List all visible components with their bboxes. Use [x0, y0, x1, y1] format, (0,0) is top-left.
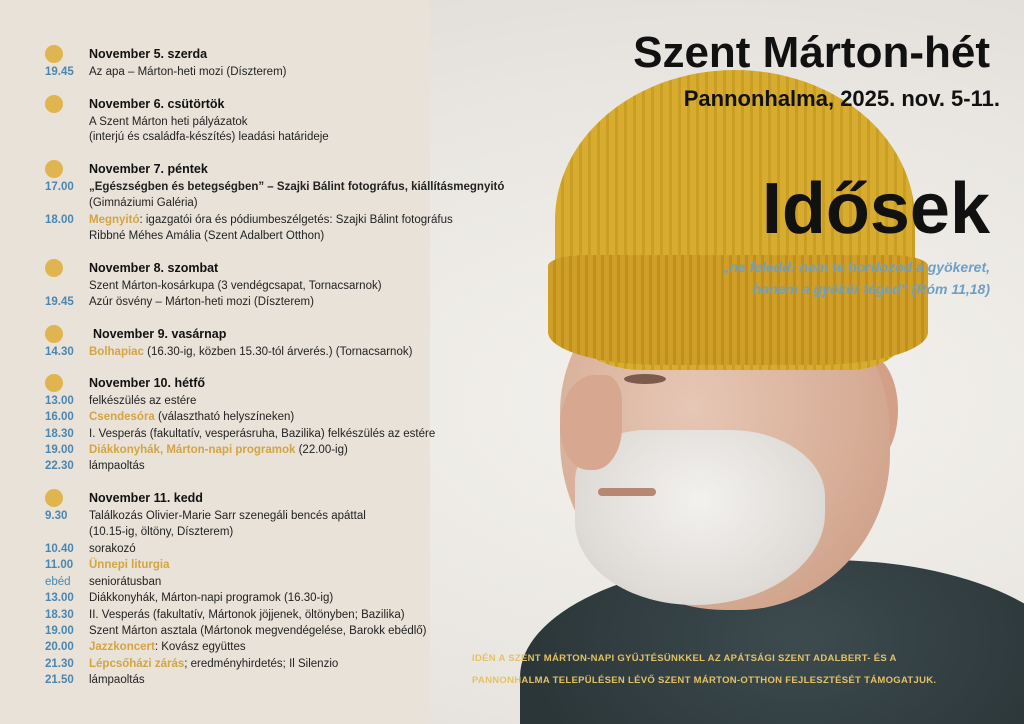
event-text: lámpaoltás: [89, 674, 145, 686]
event-text: (interjú és családfa-készítés) leadási határideje: [89, 131, 329, 143]
event-text: Azúr ösvény – Márton-heti mozi (Díszterem): [89, 296, 314, 308]
event-text: Ribbné Méhes Amália (Szent Adalbert Otthon): [89, 230, 325, 242]
event-text: I. Vesperás (fakultatív, vesperásruha, Bazilika) felkészülés az estére: [89, 428, 436, 440]
event-text: II. Vesperás (fakultatív, Mártonok jöjjenek, öltönyben; Bazilika): [89, 609, 405, 621]
day-bullet-icon: [45, 374, 63, 392]
day-bullet-icon: [45, 325, 63, 343]
eye-shape: [624, 374, 666, 384]
event-text: Diákkonyhák, Márton-napi programok (16.30-ig): [89, 592, 334, 604]
event-text: [89, 346, 412, 358]
event-time: 18.30: [45, 609, 74, 621]
event-detail: (22.00-ig): [295, 444, 348, 456]
day-bullet-icon: [45, 160, 63, 178]
event-time: 22.30: [45, 460, 74, 472]
event-text: Szent Márton-kosárkupa (3 vendégcsapat, Tornacsarnok): [89, 280, 382, 292]
event-time: 11.00: [45, 559, 74, 571]
event-highlight: Megnyitó: [89, 214, 140, 226]
event-time: 21.50: [45, 674, 74, 686]
day-heading: November 10. hétfő: [89, 376, 206, 390]
event-text: felkészülés az estére: [89, 395, 197, 407]
event-time: 14.30: [45, 346, 74, 358]
mouth-shape: [598, 488, 656, 496]
event-text: [89, 214, 453, 226]
event-time: 21.30: [45, 658, 74, 670]
event-time: 19.00: [45, 444, 74, 456]
event-time: 17.00: [45, 181, 74, 193]
event-highlight: Csendesóra: [89, 411, 155, 423]
day-heading: November 6. csütörtök: [89, 97, 225, 111]
event-detail: : Kovász együttes: [154, 641, 246, 653]
event-time: 18.30: [45, 428, 74, 440]
footer-note: [472, 648, 972, 692]
day-heading: November 8. szombat: [89, 261, 219, 275]
event-text: lámpaoltás: [89, 460, 145, 472]
nose-shape: [560, 375, 622, 470]
event-time: 18.00: [45, 214, 74, 226]
day-bullet-icon: [45, 489, 63, 507]
event-time: 13.00: [45, 592, 74, 604]
schedule-panel: [0, 0, 505, 724]
event-text: Az apa – Márton-heti mozi (Díszterem): [89, 66, 287, 78]
event-text: „Egészségben és betegségben” – Szajki Bálint fotográfus, kiállításmegnyitó: [89, 181, 505, 193]
event-time: 19.45: [45, 66, 74, 78]
event-text: sorakozó: [89, 543, 136, 555]
event-text: [89, 658, 338, 670]
event-highlight: Ünnepi liturgia: [89, 559, 170, 571]
event-text: (Gimnáziumi Galéria): [89, 197, 198, 209]
event-highlight: Lépcsőházi zárás: [89, 658, 185, 670]
event-text: Találkozás Olivier-Marie Sarr szenegáli bencés apáttal: [89, 510, 366, 522]
event-text: [89, 444, 348, 456]
event-detail: : igazgatói óra és pódiumbeszélgetés: Szajki Bálint fotográfus: [139, 214, 453, 226]
event-text: seniorátusban: [89, 576, 162, 588]
day-bullet-icon: [45, 259, 63, 277]
event-time: 16.00: [45, 411, 74, 423]
event-time: 9.30: [45, 510, 68, 522]
event-time: 20.00: [45, 641, 74, 653]
event-text: (10.15-ig, öltöny, Díszterem): [89, 526, 234, 538]
event-time: 10.40: [45, 543, 74, 555]
quote-line-2: hanem a gyökér téged” (Róm 11,18): [752, 281, 990, 297]
day-heading: November 9. vasárnap: [93, 327, 227, 341]
poster-subtitle: Pannonhalma, 2025. nov. 5-11.: [683, 86, 1000, 111]
event-detail: ; eredményhirdetés; Il Silenzio: [184, 658, 339, 670]
theme-heading: Idősek: [761, 169, 990, 249]
event-text: [89, 411, 294, 423]
event-detail: (választható helyszíneken): [154, 411, 295, 423]
day-bullet-icon: [45, 95, 63, 113]
event-text: Szent Márton asztala (Mártonok megvendégelése, Barokk ebédlő): [89, 625, 427, 637]
event-time: ebéd: [45, 576, 71, 588]
event-time: 13.00: [45, 395, 74, 407]
event-highlight: Jazzkoncert: [89, 641, 155, 653]
footer-line-1: IDÉN A SZENT MÁRTON-NAPI GYŰJTÉSÜNKKEL AZ APÁTSÁGI SZENT ADALBERT- ÉS A: [472, 653, 897, 664]
bible-quote: [722, 256, 990, 300]
quote-line-1: „ne feledd: nem te hordozod a gyökeret,: [722, 259, 990, 275]
event-time: 19.45: [45, 296, 74, 308]
event-text: A Szent Márton heti pályázatok: [89, 116, 248, 128]
day-heading: November 5. szerda: [89, 47, 208, 61]
day-bullet-icon: [45, 45, 63, 63]
footer-line-2: PANNONHALMA TELEPÜLÉSEN LÉVŐ SZENT MÁRTON-OTTHON FEJLESZTÉSÉT TÁMOGATJUK.: [472, 675, 937, 686]
day-heading: November 7. péntek: [89, 162, 208, 176]
event-highlight: Diákkonyhák, Márton-napi programok: [89, 444, 296, 456]
event-detail: (16.30-ig, közben 15.30-tól árverés.) (Tornacsarnok): [143, 346, 413, 358]
poster-title: Szent Márton-hét: [633, 28, 990, 77]
event-time: 19.00: [45, 625, 74, 637]
event-highlight: Bolhapiac: [89, 346, 144, 358]
day-heading: November 11. kedd: [89, 491, 203, 505]
event-text: [89, 641, 246, 653]
